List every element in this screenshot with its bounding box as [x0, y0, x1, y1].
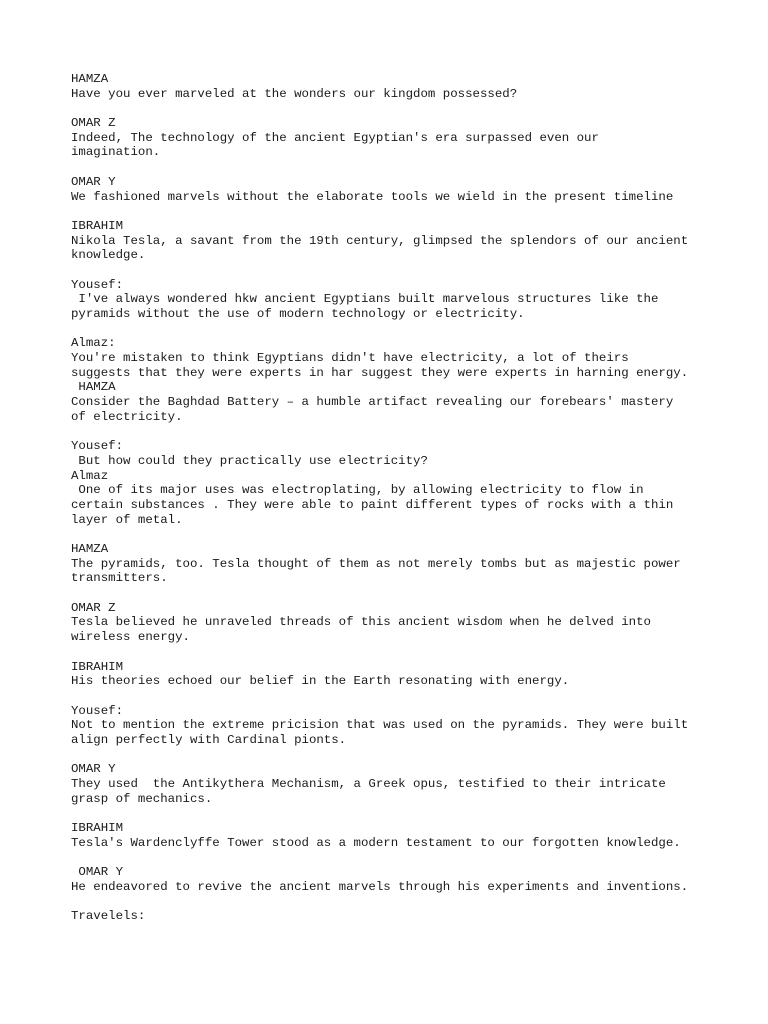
- blank-line: [71, 645, 711, 660]
- dialogue-line: Nikola Tesla, a savant from the 19th century, glimpsed the splendors of our ancient: [71, 233, 689, 248]
- speaker-name: IBRAHIM: [71, 659, 124, 674]
- dialogue-line: But how could they practically use electricity?: [71, 453, 428, 468]
- speaker-name: Almaz:: [71, 336, 116, 351]
- speaker-name: OMAR Z: [71, 600, 116, 615]
- dialogue-line: They used the Antikythera Mechanism, a Greek opus, testified to their intricate: [71, 777, 666, 791]
- blank-line: [71, 689, 711, 704]
- speaker-name: HAMZA: [71, 380, 116, 395]
- speaker-name: Travelels:: [71, 909, 146, 924]
- dialogue-line: We fashioned marvels without the elaborate tools we wield in the present timeline: [71, 189, 674, 204]
- dialogue-line: Have you ever marveled at the wonders our kingdom possessed?: [71, 86, 518, 101]
- speaker-name: OMAR Y: [71, 865, 124, 880]
- blank-line: [71, 748, 711, 763]
- speaker-name: IBRAHIM: [71, 218, 124, 233]
- dialogue-line: One of its major uses was electroplating, by allowing electricity to flow in: [71, 483, 644, 498]
- blank-line: [71, 322, 711, 337]
- blank-line: [71, 263, 711, 278]
- blank-line: [71, 101, 711, 116]
- blank-line: [71, 806, 711, 821]
- blank-line: [71, 586, 711, 601]
- speaker-name: Yousef:: [71, 703, 124, 718]
- speaker-name: OMAR Z: [71, 116, 116, 131]
- dialogue-line: wireless energy.: [71, 630, 190, 645]
- dialogue-line: of electricity.: [71, 409, 183, 424]
- dialogue-line: Tesla's Wardenclyffe Tower stood as a modern testament to our forgotten knowledge.: [71, 835, 681, 850]
- blank-line: [71, 527, 711, 542]
- speaker-name: HAMZA: [71, 542, 109, 556]
- dialogue-line: pyramids without the use of modern technology or electricity.: [71, 307, 525, 321]
- dialogue-line: imagination.: [71, 145, 161, 160]
- dialogue-line: The pyramids, too. Tesla thought of them as not merely tombs but as majestic power: [71, 556, 681, 571]
- dialogue-line: He endeavored to revive the ancient marvels through his experiments and inventions.: [71, 879, 689, 894]
- dialogue-line: grasp of mechanics.: [71, 791, 213, 806]
- dialogue-line: Tesla believed he unraveled threads of this ancient wisdom when he delved into: [71, 615, 651, 630]
- dialogue-line: suggests that they were experts in har suggest they were experts in harning energy.: [71, 365, 689, 380]
- speaker-name: HAMZA: [71, 72, 109, 86]
- blank-line: [71, 895, 711, 910]
- speaker-name: Almaz: [71, 468, 109, 483]
- dialogue-line: layer of metal.: [71, 512, 183, 527]
- speaker-name: IBRAHIM: [71, 821, 124, 836]
- dialogue-line: Indeed, The technology of the ancient Egyptian's era surpassed even our: [71, 130, 599, 145]
- dialogue-line: I've always wondered hkw ancient Egyptians built marvelous structures like the: [71, 292, 659, 307]
- blank-line: [71, 204, 711, 219]
- dialogue-line: His theories echoed our belief in the Earth resonating with energy.: [71, 674, 570, 689]
- speaker-name: Yousef:: [71, 277, 124, 292]
- speaker-name: OMAR Y: [71, 174, 116, 189]
- dialogue-line: align perfectly with Cardinal pionts.: [71, 732, 347, 747]
- dialogue-line: certain substances . They were able to paint different types of rocks with a thin: [71, 497, 674, 512]
- dialogue-line: Not to mention the extreme pricision that was used on the pyramids. They were built: [71, 718, 689, 733]
- dialogue-line: You're mistaken to think Egyptians didn't have electricity, a lot of theirs: [71, 351, 629, 366]
- speaker-name: OMAR Y: [71, 762, 116, 777]
- dialogue-line: knowledge.: [71, 248, 146, 263]
- dialogue-line: transmitters.: [71, 571, 168, 586]
- blank-line: [71, 425, 711, 440]
- blank-line: [71, 160, 711, 175]
- script-page: [71, 72, 711, 924]
- dialogue-line: Consider the Baghdad Battery – a humble artifact revealing our forebears' mastery: [71, 395, 674, 410]
- blank-line: [71, 850, 711, 865]
- speaker-name: Yousef:: [71, 439, 124, 454]
